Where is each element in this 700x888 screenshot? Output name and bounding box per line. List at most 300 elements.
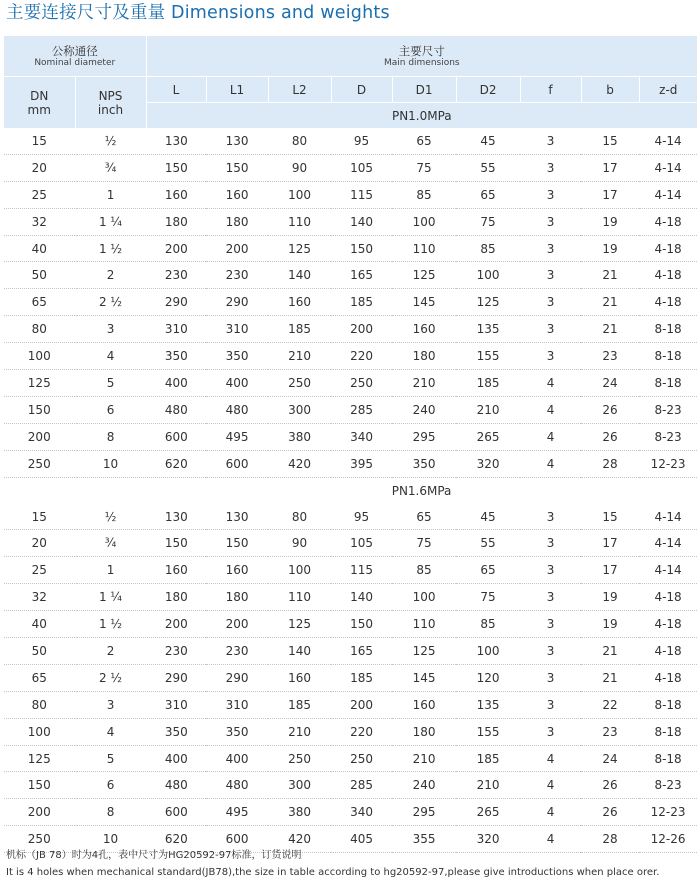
table-cell: 24 [581, 370, 639, 397]
table-cell: 4-18 [639, 208, 697, 235]
table-cell: 350 [146, 343, 206, 370]
table-cell: 165 [331, 638, 392, 665]
table-cell: 290 [146, 289, 206, 316]
table-cell: 125 [4, 370, 75, 397]
table-cell: 125 [392, 638, 456, 665]
table-cell: 4 [520, 370, 581, 397]
table-cell: 8-23 [639, 423, 697, 450]
table-cell: 4-18 [639, 235, 697, 262]
table-cell: 400 [206, 370, 268, 397]
table-cell: 90 [268, 154, 331, 181]
col-header: L2 [268, 77, 331, 103]
table-cell: 140 [331, 584, 392, 611]
table-cell: 4-18 [639, 289, 697, 316]
table-row [4, 208, 697, 235]
table-cell: 4 [75, 343, 146, 370]
table-cell: 85 [456, 611, 520, 638]
note-cn: 机标（JB 78）时为4孔，表中尺寸为HG20592-97标准，订货说明 [6, 850, 302, 861]
table-cell: 480 [206, 772, 268, 799]
table-cell: 150 [206, 530, 268, 557]
col-header: D2 [456, 77, 520, 103]
table-row [4, 262, 697, 289]
table-cell: 220 [331, 718, 392, 745]
dimensions-table [4, 36, 697, 853]
table-cell: 160 [146, 181, 206, 208]
section-pressure: PN1.0MPa [146, 103, 697, 129]
table-row [4, 557, 697, 584]
table-cell: 4-18 [639, 611, 697, 638]
table-cell: 150 [206, 154, 268, 181]
table-cell: 200 [4, 423, 75, 450]
main-dimensions-header [146, 36, 697, 77]
table-cell: 250 [4, 450, 75, 477]
table-row [4, 638, 697, 665]
table-cell: 240 [392, 396, 456, 423]
table-cell: 185 [268, 691, 331, 718]
table-cell: 2 ½ [75, 664, 146, 691]
table-cell: 290 [206, 664, 268, 691]
table-cell: 8-18 [639, 370, 697, 397]
note-en: It is 4 holes when mechanical standard(JB78),the size in table according to hg20592-97,please give introductions when place orer. [6, 867, 660, 878]
table-cell: 19 [581, 235, 639, 262]
table-cell: 160 [206, 181, 268, 208]
table-cell: 25 [4, 181, 75, 208]
table-cell: 100 [392, 208, 456, 235]
table-row [4, 316, 697, 343]
table-cell: ½ [75, 504, 146, 530]
table-cell: 185 [268, 316, 331, 343]
table-cell: 50 [4, 262, 75, 289]
table-cell: 180 [146, 584, 206, 611]
nominal-diameter-cn: 公称通径 [51, 43, 98, 58]
table-cell: 32 [4, 208, 75, 235]
main-dimensions-cn: 主要尺寸 [398, 43, 445, 58]
table-cell: 240 [392, 772, 456, 799]
table-cell: 4 [520, 396, 581, 423]
table-cell: 115 [331, 181, 392, 208]
table-cell: 110 [392, 611, 456, 638]
table-cell: 300 [268, 772, 331, 799]
table-cell: 180 [206, 584, 268, 611]
table-cell: 150 [4, 772, 75, 799]
table-cell: 145 [392, 289, 456, 316]
table-cell: 3 [520, 638, 581, 665]
table-cell: 250 [331, 370, 392, 397]
table-row [4, 745, 697, 772]
table-cell: 125 [4, 745, 75, 772]
table-cell: 4 [520, 423, 581, 450]
table-cell: 3 [520, 289, 581, 316]
table-cell: 75 [456, 584, 520, 611]
table-cell: 200 [206, 611, 268, 638]
table-cell: 21 [581, 289, 639, 316]
table-cell: 65 [456, 557, 520, 584]
table-cell: 110 [268, 208, 331, 235]
table-cell: 4-18 [639, 638, 697, 665]
table-cell: 340 [331, 423, 392, 450]
table-cell: 75 [456, 208, 520, 235]
table-cell: 125 [268, 235, 331, 262]
table-cell: 25 [4, 557, 75, 584]
table-cell: 3 [520, 235, 581, 262]
table-cell: 3 [520, 181, 581, 208]
table-cell: 40 [4, 611, 75, 638]
table-cell: 21 [581, 316, 639, 343]
table-cell: 50 [4, 638, 75, 665]
table-cell: 19 [581, 208, 639, 235]
table-cell: 230 [146, 262, 206, 289]
table-cell: 210 [456, 772, 520, 799]
table-cell: 400 [146, 745, 206, 772]
table-cell: 8-18 [639, 718, 697, 745]
table-cell: 200 [206, 235, 268, 262]
table-cell: 26 [581, 423, 639, 450]
table-cell: 230 [206, 638, 268, 665]
table-cell: 180 [392, 718, 456, 745]
table-cell: 2 ½ [75, 289, 146, 316]
inch-label: inch [97, 102, 124, 117]
table-cell: 1 ¼ [75, 208, 146, 235]
table-cell: 185 [331, 664, 392, 691]
table-cell: 80 [268, 504, 331, 530]
table-row [4, 423, 697, 450]
table-cell: 125 [268, 611, 331, 638]
table-cell: 100 [4, 343, 75, 370]
table-cell: 2 [75, 262, 146, 289]
table-cell: 4-14 [639, 181, 697, 208]
table-cell: 620 [146, 450, 206, 477]
table-cell: 180 [146, 208, 206, 235]
table-cell: 295 [392, 799, 456, 826]
table-cell: 105 [331, 154, 392, 181]
table-cell: 85 [392, 181, 456, 208]
table-row [4, 718, 697, 745]
col-header: L1 [206, 77, 268, 103]
table-cell: 1 [75, 557, 146, 584]
table-cell: 65 [392, 504, 456, 530]
table-cell: 180 [206, 208, 268, 235]
table-cell: 310 [206, 316, 268, 343]
table-row [4, 584, 697, 611]
table-cell: 250 [268, 745, 331, 772]
table-cell: 480 [146, 772, 206, 799]
table-cell: 265 [456, 423, 520, 450]
table-cell: 55 [456, 154, 520, 181]
table-cell: 285 [331, 396, 392, 423]
table-cell: 160 [268, 289, 331, 316]
table-cell: 1 [75, 181, 146, 208]
table-cell: 95 [331, 504, 392, 530]
table-cell: 75 [392, 530, 456, 557]
table-cell: 12-26 [639, 826, 697, 853]
table-cell: 120 [456, 664, 520, 691]
table-cell: 4-18 [639, 664, 697, 691]
table-cell: 3 [520, 343, 581, 370]
table-cell: 200 [4, 799, 75, 826]
table-cell: 250 [4, 826, 75, 853]
table-cell: 1 ½ [75, 235, 146, 262]
table-cell: 26 [581, 772, 639, 799]
table-cell: 3 [520, 611, 581, 638]
table-cell: 90 [268, 530, 331, 557]
table-cell: 480 [206, 396, 268, 423]
mm-label: mm [27, 102, 51, 117]
table-cell: 420 [268, 450, 331, 477]
table-cell: 4-18 [639, 584, 697, 611]
table-cell: 380 [268, 423, 331, 450]
table-cell: 4-14 [639, 504, 697, 530]
table-cell: 3 [75, 316, 146, 343]
table-row [4, 370, 697, 397]
table-cell: 17 [581, 181, 639, 208]
table-cell: 160 [268, 664, 331, 691]
table-cell: 125 [456, 289, 520, 316]
table-cell: 4 [75, 718, 146, 745]
table-cell: 26 [581, 396, 639, 423]
table-cell: 4 [520, 772, 581, 799]
table-cell: 15 [581, 504, 639, 530]
table-cell: 160 [206, 557, 268, 584]
table-cell: 165 [331, 262, 392, 289]
table-cell: 350 [206, 343, 268, 370]
table-cell: 8-18 [639, 745, 697, 772]
table-cell: 145 [392, 664, 456, 691]
table-cell: 3 [520, 664, 581, 691]
table-cell: 150 [331, 611, 392, 638]
table-cell: 405 [331, 826, 392, 853]
table-cell: 40 [4, 235, 75, 262]
table-row [4, 664, 697, 691]
table-cell: 100 [456, 638, 520, 665]
table-cell: 310 [146, 691, 206, 718]
table-cell: 1 ½ [75, 611, 146, 638]
table-cell: 355 [392, 826, 456, 853]
table-cell: 4 [520, 745, 581, 772]
table-cell: 495 [206, 799, 268, 826]
section-row [4, 477, 697, 504]
table-cell: 100 [4, 718, 75, 745]
table-cell: 200 [331, 316, 392, 343]
table-cell: 12-23 [639, 799, 697, 826]
table-cell: 160 [392, 316, 456, 343]
table-cell: 110 [268, 584, 331, 611]
table-cell: 155 [456, 718, 520, 745]
table-cell: 65 [456, 181, 520, 208]
table-cell: 8 [75, 799, 146, 826]
table-cell: 3 [520, 154, 581, 181]
table-cell: 290 [206, 289, 268, 316]
table-cell: 24 [581, 745, 639, 772]
table-row [4, 799, 697, 826]
table-cell: 2 [75, 638, 146, 665]
table-cell: 230 [146, 638, 206, 665]
table-cell: ¾ [75, 154, 146, 181]
table-cell: 395 [331, 450, 392, 477]
table-cell: 19 [581, 611, 639, 638]
col-header: D1 [392, 77, 456, 103]
table-cell: 4-14 [639, 530, 697, 557]
table-row [4, 235, 697, 262]
table-row [4, 611, 697, 638]
table-cell: 20 [4, 530, 75, 557]
table-cell: 3 [520, 208, 581, 235]
table-cell: 105 [331, 530, 392, 557]
table-cell: 185 [456, 745, 520, 772]
table-cell: 80 [4, 691, 75, 718]
table-cell: 15 [4, 128, 75, 154]
table-cell: 600 [206, 450, 268, 477]
table-row [4, 181, 697, 208]
table-cell: 420 [268, 826, 331, 853]
table-cell: 8-18 [639, 316, 697, 343]
table-cell: 135 [456, 691, 520, 718]
table-cell: 200 [146, 611, 206, 638]
col-header: L [146, 77, 206, 103]
table-cell: 140 [268, 638, 331, 665]
table-cell: 5 [75, 745, 146, 772]
table-cell: 210 [268, 718, 331, 745]
table-cell: 185 [456, 370, 520, 397]
section-blank [4, 477, 146, 504]
table-cell: 20 [4, 154, 75, 181]
table-row [4, 504, 697, 530]
table-cell: 8 [75, 423, 146, 450]
table-cell: 100 [268, 557, 331, 584]
table-cell: 3 [520, 262, 581, 289]
table-cell: ½ [75, 128, 146, 154]
table-cell: 600 [206, 826, 268, 853]
table-cell: 17 [581, 557, 639, 584]
table-cell: 4 [520, 799, 581, 826]
table-cell: 210 [456, 396, 520, 423]
nominal-diameter-header [4, 36, 146, 77]
table-cell: ¾ [75, 530, 146, 557]
table-cell: 620 [146, 826, 206, 853]
table-cell: 6 [75, 396, 146, 423]
table-cell: 3 [520, 584, 581, 611]
section-pressure: PN1.6MPa [391, 483, 452, 498]
table-cell: 80 [4, 316, 75, 343]
table-cell: 3 [520, 557, 581, 584]
table-cell: 140 [268, 262, 331, 289]
table-row [4, 772, 697, 799]
table-cell: 5 [75, 370, 146, 397]
col-header: D [331, 77, 392, 103]
table-cell: 350 [392, 450, 456, 477]
table-cell: 12-23 [639, 450, 697, 477]
table-cell: 150 [4, 396, 75, 423]
table-cell: 6 [75, 772, 146, 799]
table-cell: 350 [146, 718, 206, 745]
table-cell: 380 [268, 799, 331, 826]
table-cell: 250 [331, 745, 392, 772]
table-cell: 26 [581, 799, 639, 826]
table-cell: 10 [75, 826, 146, 853]
table-cell: 15 [581, 128, 639, 154]
table-cell: 160 [146, 557, 206, 584]
table-cell: 400 [146, 370, 206, 397]
table-cell: 8-23 [639, 772, 697, 799]
table-cell: 135 [456, 316, 520, 343]
table-cell: 15 [4, 504, 75, 530]
table-cell: 23 [581, 718, 639, 745]
nps-label: NPS [98, 88, 123, 103]
table-cell: 140 [331, 208, 392, 235]
table-cell: 155 [456, 343, 520, 370]
table-cell: 23 [581, 343, 639, 370]
table-cell: 290 [146, 664, 206, 691]
table-cell: 350 [206, 718, 268, 745]
table-cell: 340 [331, 799, 392, 826]
table-cell: 200 [146, 235, 206, 262]
table-cell: 250 [268, 370, 331, 397]
table-cell: 320 [456, 826, 520, 853]
table-cell: 160 [392, 691, 456, 718]
table-cell: 1 ¼ [75, 584, 146, 611]
table-cell: 45 [456, 504, 520, 530]
table-cell: 600 [146, 423, 206, 450]
table-cell: 8-18 [639, 343, 697, 370]
dn-label: DN [30, 88, 49, 103]
table-cell: 125 [392, 262, 456, 289]
table-cell: 65 [392, 128, 456, 154]
table-cell: 310 [146, 316, 206, 343]
table-cell: 150 [146, 530, 206, 557]
table-cell: 130 [146, 504, 206, 530]
table-cell: 3 [520, 530, 581, 557]
table-cell: 130 [206, 128, 268, 154]
main-dimensions-en: Main dimensions [383, 57, 460, 68]
table-cell: 3 [520, 316, 581, 343]
table-cell: 4-14 [639, 154, 697, 181]
table-cell: 4 [520, 826, 581, 853]
table-cell: 150 [146, 154, 206, 181]
table-row [4, 530, 697, 557]
table-cell: 230 [206, 262, 268, 289]
table-cell: 80 [268, 128, 331, 154]
table-row [4, 691, 697, 718]
table-cell: 32 [4, 584, 75, 611]
table-cell: 150 [331, 235, 392, 262]
table-cell: 21 [581, 638, 639, 665]
table-cell: 180 [392, 343, 456, 370]
table-cell: 200 [331, 691, 392, 718]
table-cell: 8-23 [639, 396, 697, 423]
table-cell: 100 [268, 181, 331, 208]
table-cell: 3 [75, 691, 146, 718]
table-cell: 10 [75, 450, 146, 477]
table-cell: 4-14 [639, 557, 697, 584]
table-cell: 600 [146, 799, 206, 826]
table-cell: 130 [206, 504, 268, 530]
table-cell: 4 [520, 450, 581, 477]
table-cell: 495 [206, 423, 268, 450]
table-cell: 8-18 [639, 691, 697, 718]
table-row [4, 343, 697, 370]
table-cell: 95 [331, 128, 392, 154]
table-cell: 285 [331, 772, 392, 799]
col-header: b [581, 77, 639, 103]
table-cell: 210 [392, 370, 456, 397]
table-cell: 110 [392, 235, 456, 262]
table-cell: 45 [456, 128, 520, 154]
table-cell: 130 [146, 128, 206, 154]
table-cell: 400 [206, 745, 268, 772]
table-row [4, 128, 697, 154]
table-cell: 4-14 [639, 128, 697, 154]
table-cell: 3 [520, 504, 581, 530]
table-cell: 3 [520, 718, 581, 745]
